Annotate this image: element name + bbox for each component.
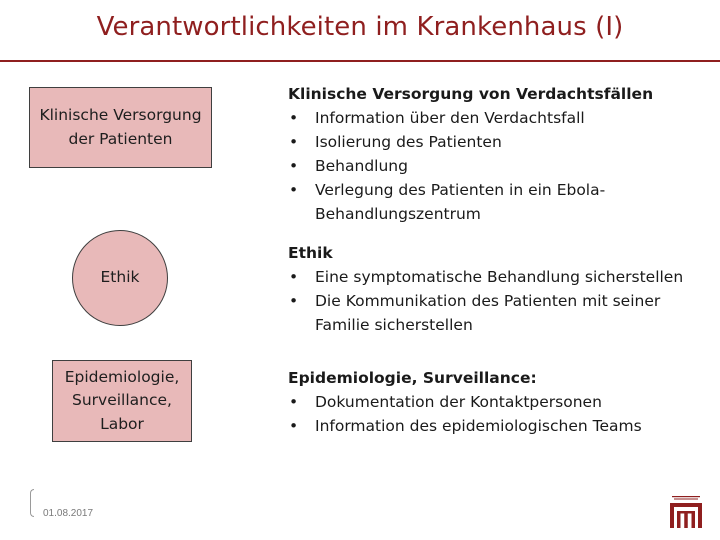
bullet-list xyxy=(288,390,713,438)
footer-date: 01.08.2017 xyxy=(43,508,94,519)
title-divider xyxy=(0,60,720,62)
footer-bracket xyxy=(30,489,34,517)
bullet-item: • Information über den Verdachtsfall xyxy=(288,106,713,130)
slide-title: Verantwortlichkeiten im Krankenhaus (I) xyxy=(96,12,624,42)
bullet-item: • Die Kommunikation des Patienten mit seiner Familie sicherstellen xyxy=(288,289,713,337)
bullet-item: • Isolierung des Patienten xyxy=(288,130,713,154)
bullet-item: • Dokumentation der Kontaktpersonen xyxy=(288,390,713,414)
bullet-list xyxy=(288,106,713,226)
box-epidemiology: Epidemiologie, Surveillance, Labor xyxy=(52,360,192,442)
section-epidemiology xyxy=(288,366,713,438)
section-heading: Ethik xyxy=(288,244,333,262)
bullet-item: • Behandlung xyxy=(288,154,713,178)
bullet-item: • Verlegung des Patienten in ein Ebola-Behandlungszentrum xyxy=(288,178,713,226)
institution-logo-icon xyxy=(668,494,704,530)
section-heading: Epidemiologie, Surveillance: xyxy=(288,369,537,387)
circle-ethics: Ethik xyxy=(72,230,168,326)
section-clinical-care xyxy=(288,82,713,226)
section-ethics xyxy=(288,241,713,337)
bullet-list xyxy=(288,265,713,337)
bullet-item: • Information des epidemiologischen Teams xyxy=(288,414,713,438)
box-clinical-care: Klinische Versorgung der Patienten xyxy=(29,87,212,168)
bullet-item: • Eine symptomatische Behandlung sicherstellen xyxy=(288,265,713,289)
section-heading: Klinische Versorgung von Verdachtsfällen xyxy=(288,85,654,103)
